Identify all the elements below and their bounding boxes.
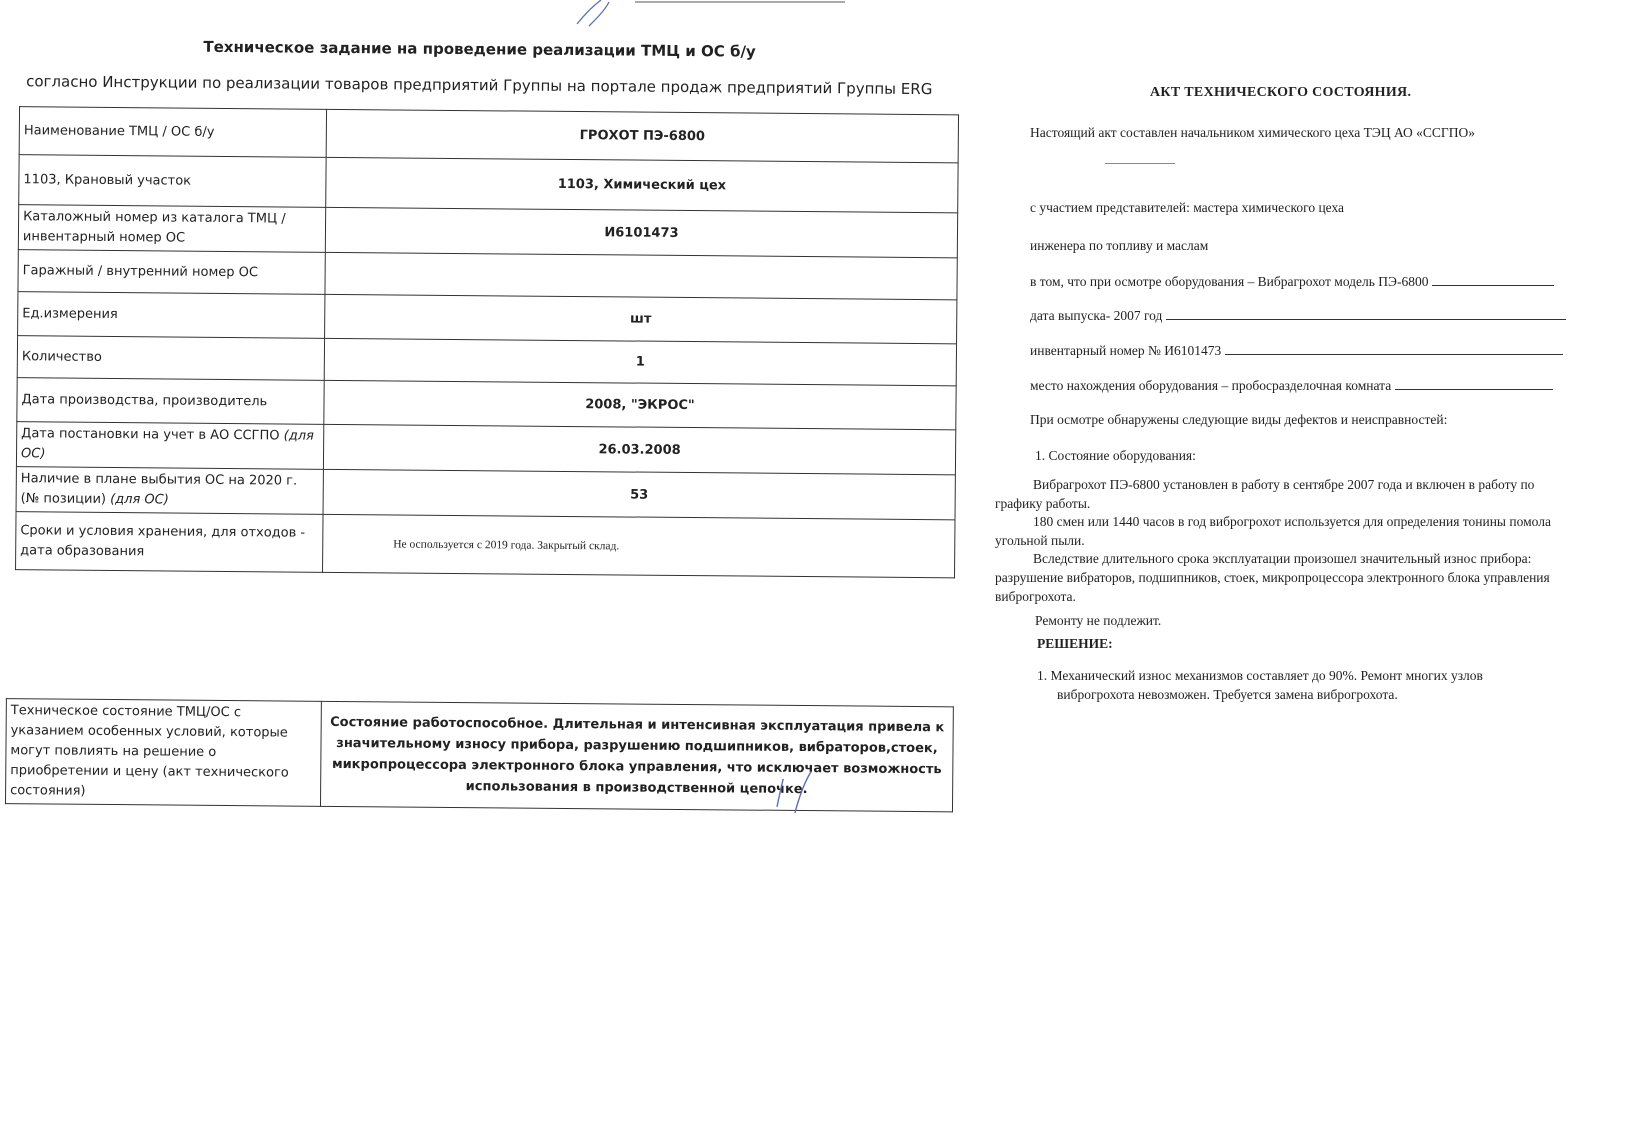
table-row — [19, 107, 958, 163]
act-release-date — [1030, 307, 1566, 324]
act-defects-intro: При осмотре обнаружены следующие виды дефектов и неисправностей: — [1030, 412, 1448, 427]
table-row — [19, 155, 958, 213]
act-decision-heading: РЕШЕНИЕ: — [1037, 636, 1113, 651]
row-value: 26.03.2008 — [323, 424, 955, 475]
row-label-note: (для ОС) — [110, 491, 169, 508]
act-participants: с участием представителей: мастера химического цеха — [1030, 200, 1345, 215]
spec-table — [15, 106, 959, 578]
technical-task-document — [0, 0, 960, 828]
fill-line — [1225, 342, 1563, 355]
act-inventory-text: инвентарный номер № И6101473 — [1030, 343, 1222, 358]
row-value: шт — [325, 294, 957, 344]
document-title: Техническое задание на проведение реализации ТМЦ и ОС б/у — [203, 37, 756, 61]
signature-line — [1105, 163, 1175, 164]
row-label: Наименование ТМЦ / ОС б/у — [19, 107, 326, 158]
blank-gap — [4, 614, 965, 708]
fill-line — [1432, 273, 1554, 286]
row-label: Ед.измерения — [18, 292, 325, 339]
row-label — [16, 422, 323, 470]
row-value — [325, 252, 957, 300]
act-title: АКТ ТЕХНИЧЕСКОГО СОСТОЯНИЯ. — [1150, 85, 1412, 100]
act-location-text: место нахождения оборудования – пробоcразделочная комната — [1030, 378, 1392, 393]
row-label-note: (для ОС) — [20, 428, 314, 462]
act-no-repair: Ремонту не подлежит. — [1035, 613, 1162, 628]
act-paragraph-2: 180 смен или 1440 часов в год виброгрохот используется для определения тонины помола угольной пыли. — [995, 514, 1551, 548]
act-intro: Настоящий акт составлен начальником химического цеха ТЭЦ АО «ССГПО» — [1030, 125, 1475, 140]
row-label: Каталожный номер из каталога ТМЦ / инвентарный номер ОС — [18, 205, 325, 253]
row-label-text: Наличие в плане выбытия ОС на 2020 г. (№ позиции) — [20, 471, 298, 507]
table-row — [16, 512, 955, 578]
table-row — [18, 205, 957, 258]
row-value: Состояние работоспособное. Длительная и интенсивная эксплуатация привела к значительному износу прибора, разрушению подшипников, вибраторов,стоек, микропроцессора электронного блока управления, что исключает возможность использования в производственной цепочке. — [320, 701, 953, 812]
row-value: 53 — [323, 469, 955, 520]
row-label: Гаражный / внутренний номер ОС — [18, 250, 325, 295]
table-row — [16, 422, 955, 475]
row-label — [16, 467, 323, 515]
row-value: Не оспользуется с 2019 года. Закрытый склад. — [323, 514, 955, 578]
row-value: ГРОХОТ ПЭ-6800 — [326, 109, 958, 163]
table-row — [16, 467, 955, 520]
row-label: Техническое состояние ТМЦ/ОС с указанием особенных условий, которые могут повлиять на решение о приобретении и цену (акт технического состояния) — [5, 699, 321, 807]
row-label: Количество — [17, 336, 324, 381]
row-value: 1103, Химический цех — [326, 157, 958, 213]
row-value: И6101473 — [325, 207, 957, 258]
act-section-1: 1. Состояние оборудования: — [1035, 448, 1196, 463]
act-paragraph-1: Вибрагрохот ПЭ-6800 установлен в работу в сентябре 2007 года и включен в работу по графику работы. — [995, 477, 1535, 511]
fill-line — [1166, 307, 1566, 320]
act-inspection — [1030, 273, 1554, 290]
act-inspection-text: в том, что при осмотре оборудования – Вибрагрохот модель ПЭ-6800 — [1030, 274, 1429, 289]
act-location — [1030, 377, 1553, 394]
row-label-text: Дата постановки на учет в АО ССГПО — [21, 426, 280, 444]
row-label: Дата производства, производитель — [17, 378, 324, 425]
row-label: Сроки и условия хранения, для отходов - дата образования — [16, 512, 323, 573]
fill-line — [1395, 377, 1553, 390]
row-value: 2008, "ЭКРОС" — [324, 380, 956, 430]
row-value: 1 — [324, 338, 956, 386]
act-decision-1: 1. Механический износ механизмов составляет до 90%. Ремонт многих узлов виброгрохота невозможен. Требуется замена виброгрохота. — [1037, 668, 1483, 702]
act-release-text: дата выпуска- 2007 год — [1030, 308, 1163, 323]
act-inventory — [1030, 342, 1563, 359]
document-subtitle: согласно Инструкции по реализации товаров предприятий Группы на портале продаж предприятий Группы ERG — [26, 72, 933, 99]
signature-mark — [773, 767, 833, 818]
condition-act-document — [995, 0, 1635, 760]
act-paragraph-3: Вследствие длительного срока эксплуатации произошел значительный износ прибора: разрушение вибраторов, подшипников, стоек, микропроцессора электронного блока управления виброгрохота. — [995, 551, 1550, 604]
row-label: 1103, Крановый участок — [19, 155, 326, 208]
act-engineer: инженера по топливу и маслам — [1030, 238, 1209, 253]
